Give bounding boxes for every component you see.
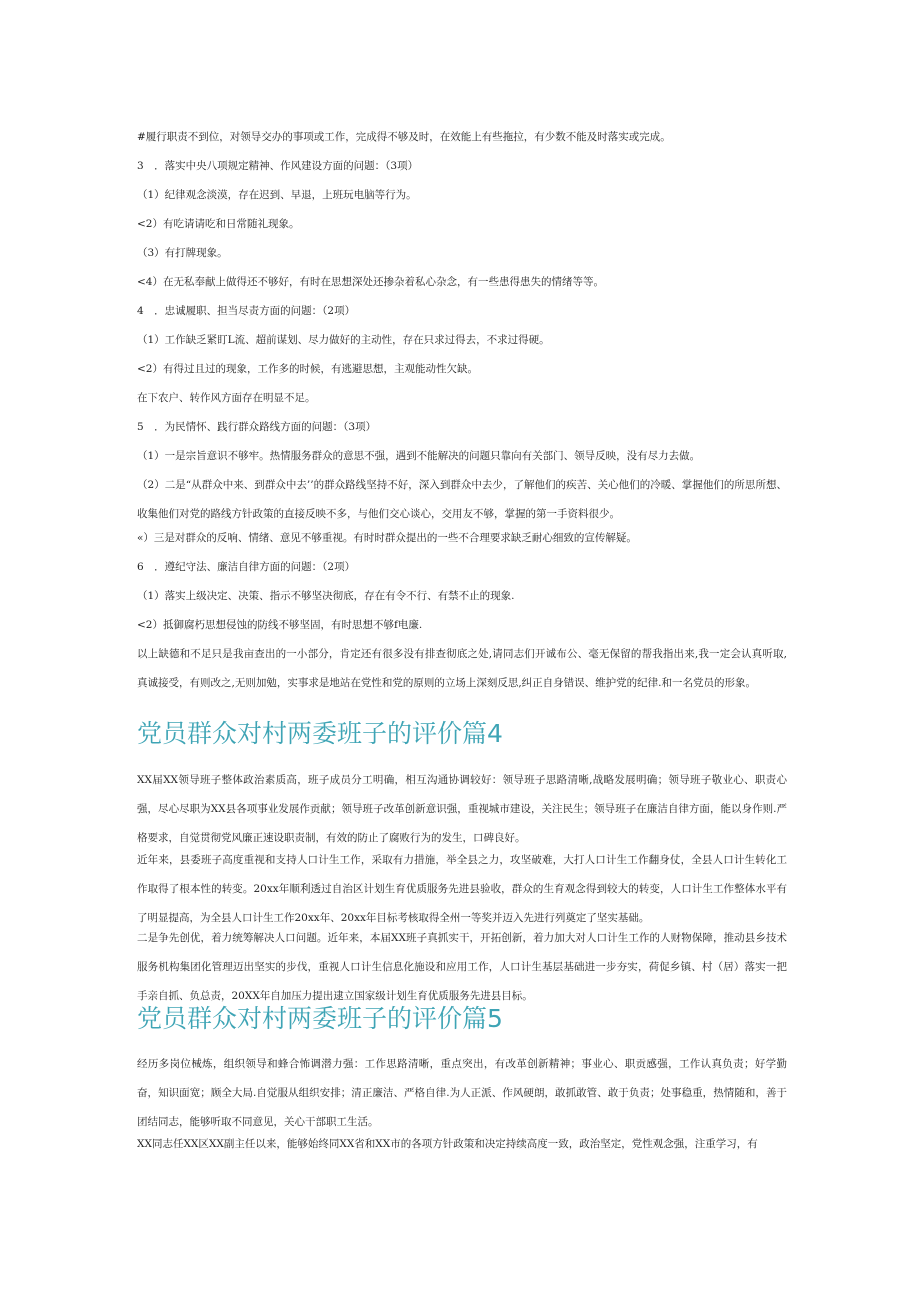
paragraph-5-3: «）三是对群众的反响、情绪、意见不够重视。有时时群众提出的一些不合理要求缺乏耐心细致的宣传解疑。 (137, 532, 637, 544)
paragraph-summary: 以上缺德和不足只是我亩查出的一小部分，肯定还有很多没有排查彻底之处,请同志们开诚布公、毫无保留的帮我指出来,我一定会认真听取,真诚接受，有则改之,无则加勉，实事求是地站在党性和党的原则的立场上深刻反思,纠正自身错误、维护党的纪律.和一名党员的形象。 (137, 648, 787, 689)
paragraph-6-2: <2）抵御腐朽思想侵蚀的防线不够坚固，有时思想不够f电廉. (137, 619, 423, 631)
article-heading-4: 党员群众对村两委班子的评价篇4 (137, 719, 503, 748)
paragraph-6-1: （1）落实上级决定、决策、指示不够坚决彻底，存在有令不行、有禁不止的现象. (137, 590, 515, 602)
paragraph-4-1: （1）工作缺乏紧盯L流、超前谋划、尽力做好的主动性，存在只求过得去，不求过得硬。 (137, 334, 550, 346)
article-heading-5: 党员群众对村两委班子的评价篇5 (137, 1004, 503, 1033)
paragraph-experience: 经历多岗位械炼，组织领导和蜂合怖调潜力强：工作思路清晰，重点突出，有改革创新精神；事业心、职贡感强，工作认真负责；好学勤奋，知识面宽；顾全大局.自觉服从组织安排；清正廉洁、严格自律.为人正派、作风硬朗，敢抓敢管、敢于负责；处事稳重，热情随和，善于团结同志，能够听取不同意见，关心干部职工生活。 (137, 1058, 787, 1128)
paragraph-3-3: （3）有打牌现象。 (137, 247, 228, 259)
paragraph-excellence: 二是争先创优，着力统筹解决人口问题。近年来，本届XX班子真抓实干，开拓创新，着力加大对人口计生工作的人财物保障，推动县乡技术服务机构集团化管理迈出坚实的步伐，重视人口计生信息化施设和应用工作，人口计生基层基础进一步夯实，荷促乡镇、村（居）落实一把手亲自抓、负总责，20XX年自加压力提出逮立国家级计划生育优质服务先进县目标。 (137, 932, 787, 1002)
paragraph-recent-years: 近年来，县委班子高度重视和支持人口计生工作，采取有力措施，举全县之力，攻坚破难，大打人口计生工作翻身仗，全县人口计生转化工作取得了根本性的转变。20xx年顺利透过自治区计划生育优质服务先进县验收，群众的生育观念得到较大的转变，人口计生工作整体水平有了明显提高，为全县人口计生工作20xx年、20xx年目标考核取得全州一等奖并迈入先进行列奠定了坚实基础。 (137, 854, 787, 924)
paragraph-4-2: <2）有得过且过的现象，工作多的时候，有逃避思想，主观能动性欠缺。 (137, 363, 478, 375)
paragraph-comrade: XX同志任XX区XX副主任以来，能够始终同XX省和XX市的各项方针政策和决定持续高度一致，政治坚定，党性观念强，注重学习，有 (137, 1138, 758, 1150)
paragraph-3-4: <4）在无私奉献上做得还不够好，有时在思想深处还掺杂着私心杂念，有一些患得患失的情绪等等。 (137, 276, 604, 288)
paragraph-3-1: （1）纪律观念淡漠，存在迟到、早退，上班玩电脑等行为。 (137, 189, 417, 201)
section-3-heading: 3 ．落实中央八项规定精神、作风建设方面的问题：（3项） (137, 160, 419, 172)
paragraph-5-2: （2）二是“从群众中来、到群众中去’’的群众路线坚持不好，深入到群众中去少，了解他们的疾苦、关心他们的冷暖、掌握他们的所思所想、收集他们对党的路线方针政策的直接反映不多，与他们交心谈心，交用友不够，掌握的第一手资料很少。 (137, 479, 787, 520)
section-5-heading: 5 ．为民情怀、践行群众路线方面的问题：（3项） (137, 421, 377, 433)
paragraph-leadership: XX届XX领导班子整体政治素质高，班子成员分工明确，相互沟通协调较好：领导班子思路清晰,战略发展明确；领导班子敬业心、职责心强，尽心尽职为XX县各项事业发展作贡献；领导班子改革创新意识强，重视城市建设，关注民生；领导班子在廉洁自律方面，能以身作则.严格要求，自觉贯彻党风廉正速设职责制，有效的防止了腐败行为的发生，口碑良好。 (137, 774, 787, 844)
paragraph-duty: #履行职责不到位，对领导交办的事项或工作，完成得不够及时，在效能上有些拖拉，有少数不能及时落实或完成。 (137, 131, 671, 143)
paragraph-farmers: 在下农户、转作风方面存在明显不足。 (137, 392, 316, 404)
paragraph-5-1: （1）一是宗旨意识不够牢。热情服务群众的意思不强，遇到不能解决的问题只靠向有关部门、领导反映，没有尽力去做。 (137, 450, 701, 462)
section-4-heading: 4 ．忠诚履职、担当尽责方面的问题：（2项） (137, 305, 356, 317)
paragraph-3-2: <2）有吃请请吃和日常随礼现象。 (137, 218, 300, 230)
section-6-heading: 6 ．遵纪守法、廉洁自律方面的问题：（2项） (137, 561, 356, 573)
